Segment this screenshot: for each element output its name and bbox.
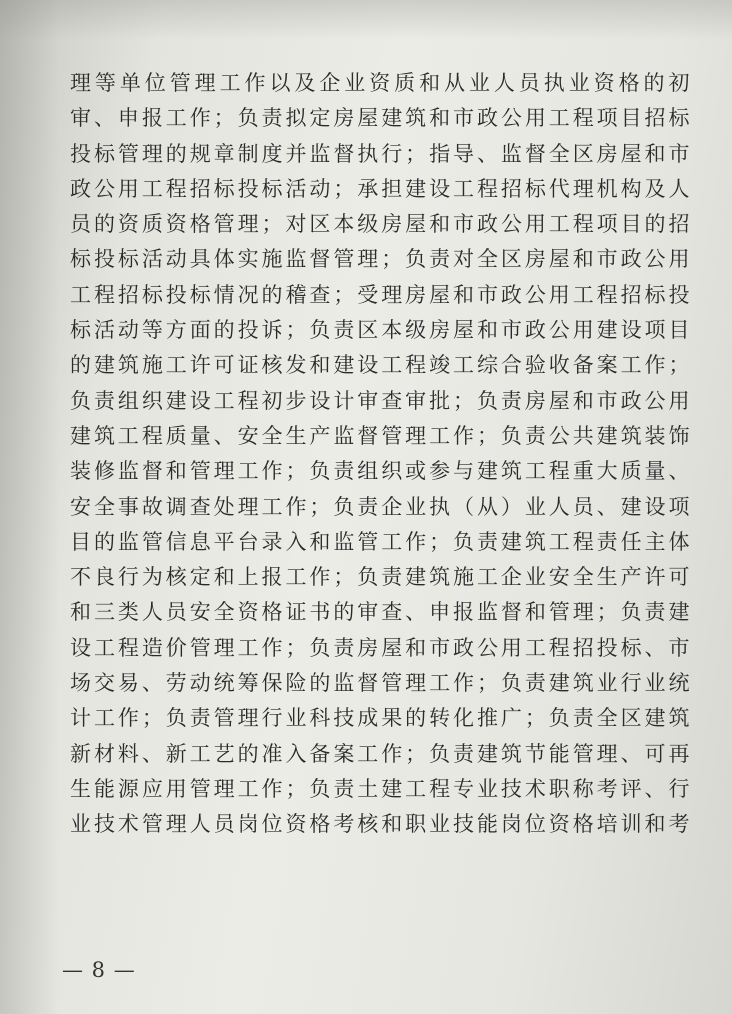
text-line: 建筑工程质量、安全生产监督管理工作；负责公共建筑装饰 xyxy=(70,423,690,448)
text-line: 标活动等方面的投诉；负责区本级房屋和市政公用建设项目 xyxy=(70,318,690,343)
text-line: 场交易、劳动统筹保险的监督管理工作；负责建筑业行业统 xyxy=(70,671,690,696)
text-line: 审、申报工作；负责拟定房屋建筑和市政公用工程项目招标 xyxy=(70,106,690,131)
text-line: 负责组织建设工程初步设计审查审批；负责房屋和市政公用 xyxy=(70,388,690,413)
text-line: 新材料、新工艺的准入备案工作；负责建筑节能管理、可再 xyxy=(70,741,690,766)
text-line: 安全事故调查处理工作；负责企业执（从）业人员、建设项 xyxy=(70,494,690,519)
text-line: 目的监管信息平台录入和监管工作；负责建筑工程责任主体 xyxy=(70,529,690,554)
text-line: 政公用工程招标投标活动；承担建设工程招标代理机构及人 xyxy=(70,176,690,201)
body-text xyxy=(70,66,690,843)
page-shadow-left xyxy=(0,0,60,1014)
text-line: 业技术管理人员岗位资格考核和职业技能岗位资格培训和考 xyxy=(70,812,690,837)
text-line: 计工作；负责管理行业科技成果的转化推广；负责全区建筑 xyxy=(70,706,690,731)
text-line: 的建筑施工许可证核发和建设工程竣工综合验收备案工作； xyxy=(70,353,690,378)
text-line: 投标管理的规章制度并监督执行；指导、监督全区房屋和市 xyxy=(70,141,690,166)
page-shadow-top xyxy=(0,0,732,40)
text-line: 和三类人员安全资格证书的审查、申报监督和管理；负责建 xyxy=(70,600,690,625)
text-line: 员的资质资格管理；对区本级房屋和市政公用工程项目的招 xyxy=(70,212,690,237)
text-line: 标投标活动具体实施监督管理；负责对全区房屋和市政公用 xyxy=(70,247,690,272)
page-number: — 8 — xyxy=(62,958,136,982)
text-line: 理等单位管理工作以及企业资质和从业人员执业资格的初 xyxy=(70,71,690,95)
text-line: 生能源应用管理工作；负责土建工程专业技术职称考评、行 xyxy=(70,776,690,801)
text-line: 工程招标投标情况的稽查；受理房屋和市政公用工程招标投 xyxy=(70,282,690,307)
text-line: 设工程造价管理工作；负责房屋和市政公用工程招投标、市 xyxy=(70,635,690,660)
text-line: 装修监督和管理工作；负责组织或参与建筑工程重大质量、 xyxy=(70,459,690,484)
text-line: 不良行为核定和上报工作；负责建筑施工企业安全生产许可 xyxy=(70,565,690,590)
